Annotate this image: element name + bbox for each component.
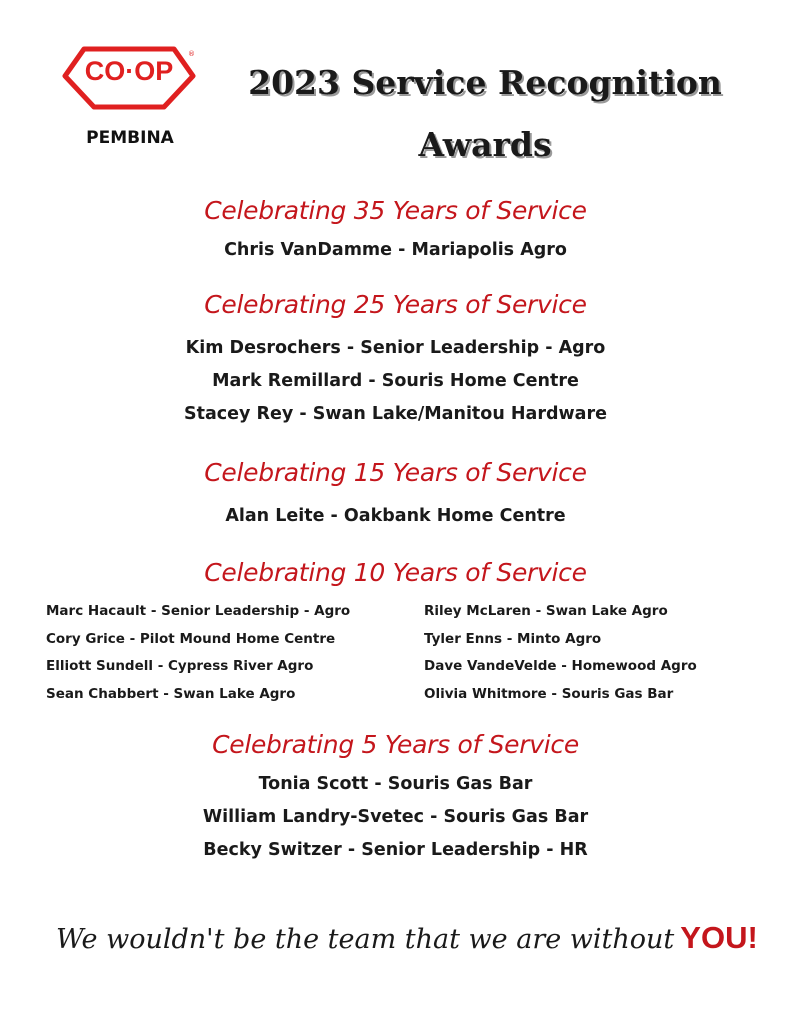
footer-tagline [56, 920, 756, 956]
title-line-1: 2023 Service Recognition [248, 63, 722, 102]
list-item: Elliott Sundell - Cypress River Agro [46, 658, 314, 674]
list-item: Kim Desrochers - Senior Leadership - Agro [185, 338, 606, 358]
list-item: Sean Chabbert - Swan Lake Agro [46, 685, 296, 702]
names-15-years [0, 500, 791, 533]
names-35-years [0, 234, 791, 267]
list-item: Alan Leite - Oakbank Home Centre [225, 506, 566, 526]
names-10-years-right [424, 598, 697, 708]
list-item: Chris VanDamme - Mariapolis Agro [224, 240, 567, 260]
list-item: Tonia Scott - Souris Gas Bar [258, 774, 533, 794]
list-item: Becky Switzer - Senior Leadership - HR [203, 840, 588, 860]
section-heading-10-years: Celebrating 10 Years of Service [204, 558, 587, 587]
footer-emphasis: YOU! [680, 920, 758, 955]
list-item: Mark Remillard - Souris Home Centre [212, 371, 579, 391]
logo-wordmark: CO·OP [84, 56, 174, 86]
names-5-years [0, 768, 791, 867]
logo-subtitle: PEMBINA [86, 128, 174, 148]
list-item: Dave VandeVelde - Homewood Agro [424, 658, 697, 674]
list-item: Olivia Whitmore - Souris Gas Bar [424, 685, 674, 702]
title-line-2: Awards [418, 125, 552, 164]
footer-text: We wouldn't be the team that we are without [56, 924, 675, 955]
list-item: Stacey Rey - Swan Lake/Manitou Hardware [184, 404, 607, 424]
list-item: William Landry-Svetec - Souris Gas Bar [202, 807, 589, 827]
section-heading-5-years: Celebrating 5 Years of Service [212, 730, 579, 759]
coop-logo [60, 46, 200, 156]
list-item: Cory Grice - Pilot Mound Home Centre [46, 630, 336, 647]
section-heading-25-years: Celebrating 25 Years of Service [204, 290, 587, 319]
section-heading-15-years: Celebrating 15 Years of Service [204, 458, 587, 487]
names-25-years [0, 332, 791, 431]
list-item: Tyler Enns - Minto Agro [424, 630, 602, 647]
names-10-years-left [46, 598, 350, 708]
list-item: Marc Hacault - Senior Leadership - Agro [46, 603, 351, 619]
page-title [225, 52, 745, 176]
list-item: Riley McLaren - Swan Lake Agro [424, 603, 668, 619]
section-heading-35-years: Celebrating 35 Years of Service [204, 196, 587, 225]
logo-registered-mark: ® [188, 50, 195, 58]
